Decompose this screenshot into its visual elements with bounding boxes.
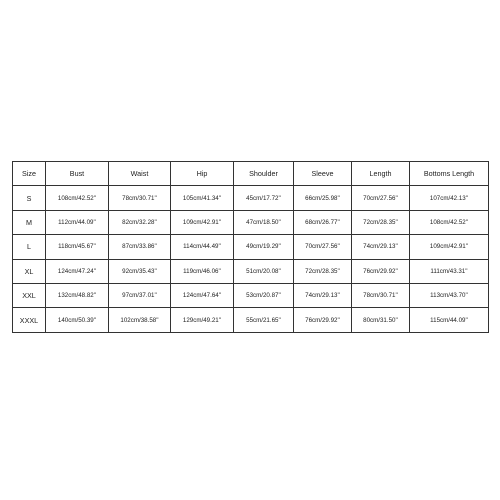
sleeve-cell: 66cm/25.98'' xyxy=(294,186,352,210)
table-row xyxy=(13,186,489,210)
shoulder-cell: 53cm/20.87'' xyxy=(234,283,294,307)
size-cell: XL xyxy=(13,259,46,283)
sleeve-cell: 68cm/26.77'' xyxy=(294,210,352,234)
bust-cell: 132cm/48.82'' xyxy=(46,283,109,307)
bottoms-length-cell: 111cm/43.31'' xyxy=(410,259,489,283)
table-row xyxy=(13,235,489,259)
header-cell-waist: Waist xyxy=(109,162,171,186)
waist-cell: 102cm/38.58'' xyxy=(109,308,171,332)
size-cell: XXL xyxy=(13,283,46,307)
bottoms-length-cell: 108cm/42.52'' xyxy=(410,210,489,234)
header-cell-bust: Bust xyxy=(46,162,109,186)
waist-cell: 92cm/35.43'' xyxy=(109,259,171,283)
header-cell-shoulder: Shoulder xyxy=(234,162,294,186)
sleeve-cell: 74cm/29.13'' xyxy=(294,283,352,307)
bottoms-length-cell: 107cm/42.13'' xyxy=(410,186,489,210)
shoulder-cell: 45cm/17.72'' xyxy=(234,186,294,210)
table-row xyxy=(13,308,489,332)
waist-cell: 82cm/32.28'' xyxy=(109,210,171,234)
waist-cell: 78cm/30.71'' xyxy=(109,186,171,210)
length-cell: 80cm/31.50'' xyxy=(352,308,410,332)
bust-cell: 124cm/47.24'' xyxy=(46,259,109,283)
header-cell-sleeve: Sleeve xyxy=(294,162,352,186)
length-cell: 76cm/29.92'' xyxy=(352,259,410,283)
table-row xyxy=(13,210,489,234)
hip-cell: 129cm/49.21'' xyxy=(171,308,234,332)
bust-cell: 112cm/44.09'' xyxy=(46,210,109,234)
waist-cell: 97cm/37.01'' xyxy=(109,283,171,307)
header-cell-size: Size xyxy=(13,162,46,186)
bottoms-length-cell: 109cm/42.91'' xyxy=(410,235,489,259)
length-cell: 74cm/29.13'' xyxy=(352,235,410,259)
size-chart-table xyxy=(12,161,489,333)
length-cell: 72cm/28.35'' xyxy=(352,210,410,234)
bottoms-length-cell: 115cm/44.09'' xyxy=(410,308,489,332)
header-row xyxy=(13,162,489,186)
hip-cell: 114cm/44.49'' xyxy=(171,235,234,259)
size-cell: M xyxy=(13,210,46,234)
size-cell: L xyxy=(13,235,46,259)
size-cell: XXXL xyxy=(13,308,46,332)
hip-cell: 124cm/47.64'' xyxy=(171,283,234,307)
shoulder-cell: 51cm/20.08'' xyxy=(234,259,294,283)
bust-cell: 140cm/50.39'' xyxy=(46,308,109,332)
hip-cell: 119cm/46.06'' xyxy=(171,259,234,283)
waist-cell: 87cm/33.86'' xyxy=(109,235,171,259)
table-row xyxy=(13,259,489,283)
length-cell: 70cm/27.56'' xyxy=(352,186,410,210)
shoulder-cell: 47cm/18.50'' xyxy=(234,210,294,234)
sleeve-cell: 70cm/27.56'' xyxy=(294,235,352,259)
table-row xyxy=(13,283,489,307)
hip-cell: 109cm/42.91'' xyxy=(171,210,234,234)
header-cell-length: Length xyxy=(352,162,410,186)
sleeve-cell: 76cm/29.92'' xyxy=(294,308,352,332)
hip-cell: 105cm/41.34'' xyxy=(171,186,234,210)
bust-cell: 118cm/45.67'' xyxy=(46,235,109,259)
sleeve-cell: 72cm/28.35'' xyxy=(294,259,352,283)
shoulder-cell: 49cm/19.29'' xyxy=(234,235,294,259)
bottoms-length-cell: 113cm/43.70'' xyxy=(410,283,489,307)
header-cell-bottoms-length: Bottoms Length xyxy=(410,162,489,186)
length-cell: 78cm/30.71'' xyxy=(352,283,410,307)
shoulder-cell: 55cm/21.65'' xyxy=(234,308,294,332)
bust-cell: 108cm/42.52'' xyxy=(46,186,109,210)
header-cell-hip: Hip xyxy=(171,162,234,186)
size-cell: S xyxy=(13,186,46,210)
